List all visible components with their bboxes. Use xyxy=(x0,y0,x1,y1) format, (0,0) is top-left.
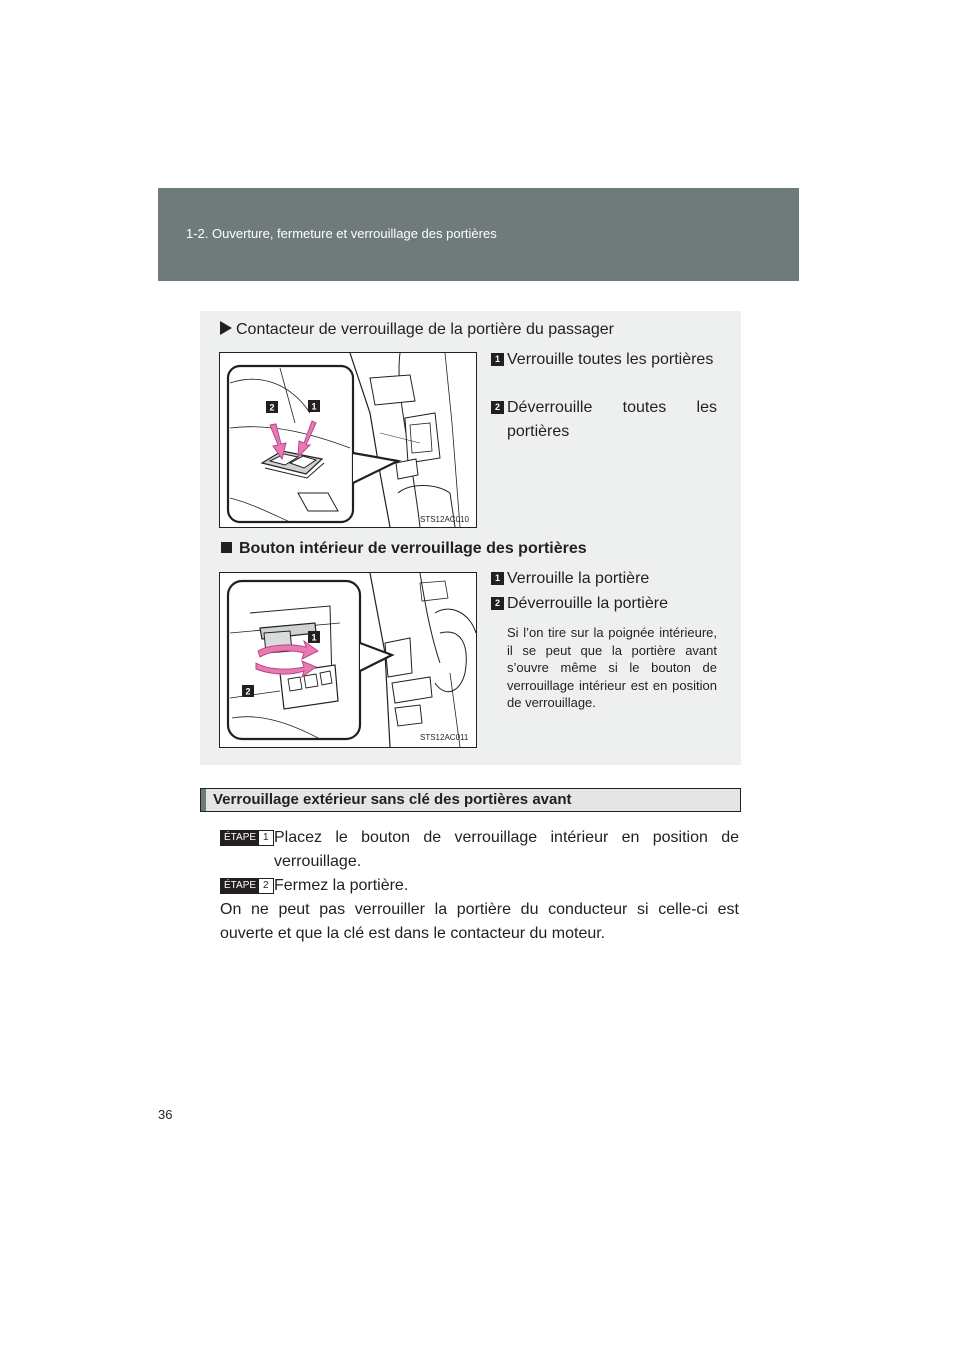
caution-note: Si l’on tire sur la poignée intérieure, il se peut que la portière avant s’ouvre même si le bouton de verrouillage intérieur est en position de verrouillage. xyxy=(507,625,717,710)
inside-button-illustration xyxy=(219,572,477,748)
item-text: Verrouille toutes les portières xyxy=(507,351,714,368)
svg-text:1: 1 xyxy=(311,632,317,643)
passenger-switch-illustration xyxy=(219,352,477,528)
number-badge: 1 xyxy=(491,572,504,585)
image-code: STS12AC010 xyxy=(420,515,469,524)
passenger-switch-heading: Contacteur de verrouillage de la portière du passager xyxy=(220,321,614,339)
step-text: Fermez la portière. xyxy=(274,877,409,894)
svg-text:2: 2 xyxy=(245,686,251,697)
image-code: STS12AC011 xyxy=(420,733,469,742)
page-number: 36 xyxy=(158,1107,173,1122)
number-badge: 2 xyxy=(491,597,504,610)
chapter-header xyxy=(158,188,799,281)
heading-accent xyxy=(201,789,206,811)
chapter-title: 1-2. Ouverture, fermeture et verrouillage des portières xyxy=(186,226,497,241)
item-text: Verrouille la portière xyxy=(507,570,650,587)
triangle-bullet-icon xyxy=(220,321,232,335)
item-text: Déverrouille toutes les portières xyxy=(507,399,717,440)
door-switch-drawing xyxy=(220,353,476,527)
step-item xyxy=(220,826,739,870)
inside-button-heading: Bouton intérieur de verrouillage des portières xyxy=(221,540,587,558)
step-badge: ÉTAPE 1 xyxy=(220,830,274,846)
list-item xyxy=(491,396,717,444)
list-item xyxy=(491,567,717,591)
svg-text:2: 2 xyxy=(269,402,275,413)
section-heading-bar xyxy=(200,788,741,812)
square-bullet-icon xyxy=(221,542,232,553)
list-item xyxy=(491,592,717,616)
step-text: Placez le bouton de verrouillage intérieur en position de verrouillage. xyxy=(274,829,739,870)
door-lock-drawing xyxy=(220,573,476,747)
step-item xyxy=(220,874,409,898)
number-badge: 1 xyxy=(491,353,504,366)
item-text: Déverrouille la portière xyxy=(507,595,668,612)
section-heading: Verrouillage extérieur sans clé des portières avant xyxy=(213,791,572,808)
step-badge: ÉTAPE 2 xyxy=(220,878,274,894)
number-badge: 2 xyxy=(491,401,504,414)
svg-text:1: 1 xyxy=(311,401,317,412)
list-item xyxy=(491,348,717,372)
body-paragraph: On ne peut pas verrouiller la portière du conducteur si celle-ci est ouverte et que la clé est dans le contacteur du moteur. xyxy=(220,901,739,942)
